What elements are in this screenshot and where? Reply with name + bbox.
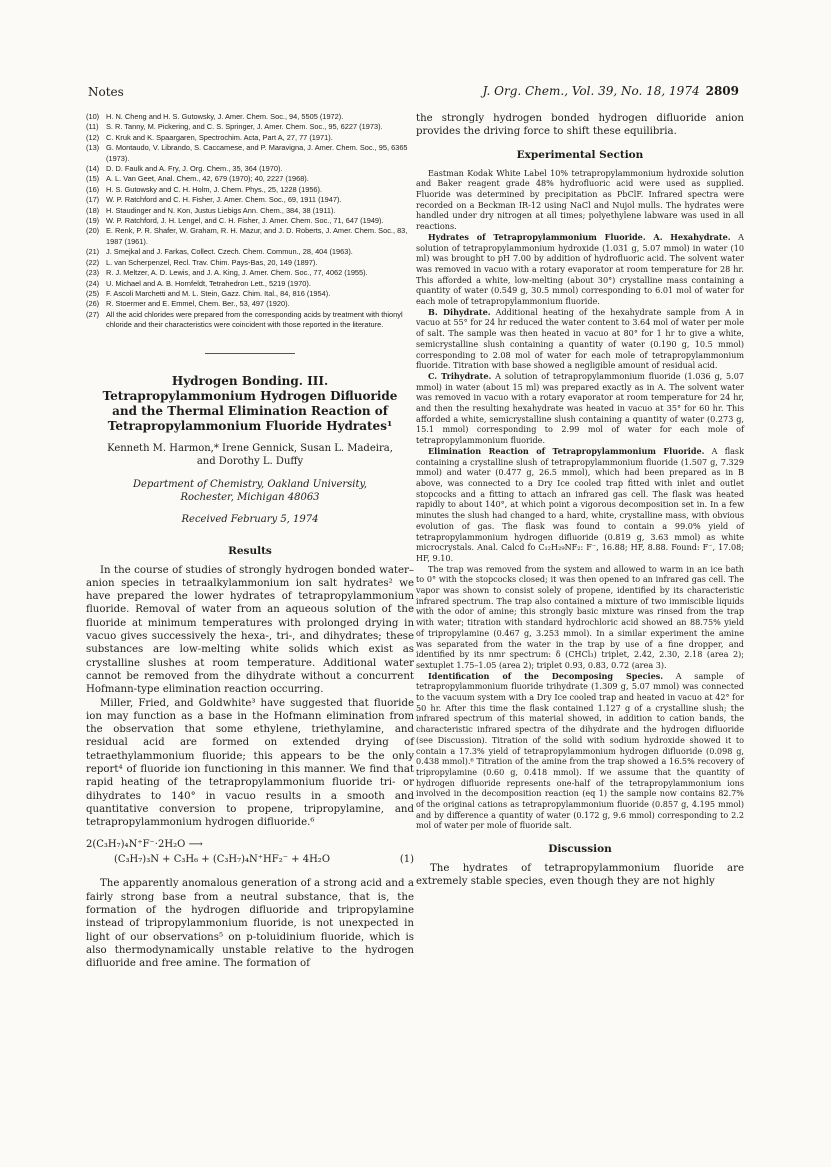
run-in-heading: Identification of the Decomposing Species.: [428, 670, 664, 681]
reference-text: G. Montaudo, V. Librando, S. Caccamese, and P. Maravigna, J. Amer. Chem. Soc., 95, 6365 (1973).: [106, 143, 408, 163]
run-in-heading: Hydrates of Tetrapropylammonium Fluoride. A. Hexahydrate.: [428, 231, 731, 242]
reference-item: [86, 289, 414, 299]
reference-item: [86, 268, 414, 278]
paragraph: [416, 446, 744, 564]
reference-text: R. Stoermer and E. Emmel, Chem. Ber., 53, 497 (1920).: [106, 299, 290, 309]
reference-item: [86, 247, 414, 257]
paragraph: [416, 307, 744, 371]
reference-text: H. S. Gutowsky and C. H. Holm, J. Chem. Phys., 25, 1228 (1956).: [106, 184, 323, 194]
reference-text: H. N. Cheng and H. S. Gutowsky, J. Amer. Chem. Soc., 94, 5505 (1972).: [106, 112, 344, 121]
reference-item: [86, 112, 414, 122]
journal-citation: J. Org. Chem., Vol. 39, No. 18, 1974: [482, 84, 700, 98]
paragraph-text: Additional heating of the hexahydrate sample from A in vacuo at 55° for 24 hr reduced the water content to 3.64 mol of water per mole of salt. The sample was then heated in vacuo at 80° for 1 hr to give a white, semicrystalline slush containing a quantity of water (0.190 g, 10.5 mmol) corresponding to 2.08 mol of water for each mole of tetrapropylammonium fluoride. Titration with base showed a negligible amount of residual acid.: [416, 306, 744, 371]
reference-item: [86, 206, 414, 216]
paragraph: The apparently anomalous generation of a strong acid and a fairly strong base from a neutral substance, that is, the formation of the hydrogen difluoride and tripropylamine instead of tripropylammonium fluoride, is not unexpected in light of our observations⁵ on p-toluidinium fluoride, which is also thermodynamically unstable relative to the hydrogen difluoride and free amine. The formation of: [86, 878, 414, 970]
reference-item: [86, 258, 414, 268]
results-heading: Results: [228, 544, 272, 557]
page-number: 2809: [705, 84, 739, 98]
reference-text: S. R. Tanny, M. Pickering, and C. S. Springer, J. Amer. Chem. Soc., 95, 6227 (1973).: [106, 122, 383, 132]
reference-text: E. Renk, P. R. Shafer, W. Graham, R. H. Mazur, and J. D. Roberts, J. Amer. Chem. Soc., 83, 1987 (1961).: [106, 226, 408, 246]
reference-text: R. J. Meltzer, A. D. Lewis, and J. A. King, J. Amer. Chem. Soc., 77, 4062 (1955).: [106, 268, 368, 278]
reference-number: (15): [86, 174, 100, 184]
reference-text: C. Kruk and K. Spaargaren, Spectrochim. Acta, Part A, 27, 77 (1971).: [106, 132, 333, 142]
equation-number: (1): [399, 854, 414, 866]
paragraph-text: A sample of tetrapropylammonium fluoride trihydrate (1.309 g, 5.07 mmol) was connected to the vacuum system with a Dry Ice cooled trap and heated in vacuo at 42° for 50 hr. After this time the flask contained 1.127 g of a crystalline slush; the infrared spectrum of this material showed, in addition to cation bands, the characteristic infrared spectra of the dihydrate and the hydrogen difluoride (see Discussion). Titration of the solid with sodium hydroxide showed it to contain a 17.3% yield of tetrapropylammonium hydrogen difluoride (0.098 g, 0.438 mmol).⁶ Titration of the amine from the trap showed a 16.5% recovery of tripropylamine (0.60 g, 0.418 mmol). If we assume that the quantity of hydrogen difluoride represents one-half of the tetrapropylammonium ions involved in the decomposition reaction (eq 1) the sample now contains 82.7% of the original cations as tetrapropylammonium fluoride (0.857 g, 4.195 mmol) and by difference a quantity of water (0.172 g, 9.6 mmol) corresponding to 2.2 mol of water per mole of fluoride salt.: [416, 670, 745, 831]
run-in-heading: C. Trihydrate.: [428, 370, 492, 381]
paragraph: [416, 371, 744, 446]
reference-number: (10): [86, 112, 100, 121]
reference-item: [86, 299, 414, 309]
reference-text: J. Smejkal and J. Farkas, Collect. Czech. Chem. Commun., 28, 404 (1963).: [106, 247, 353, 257]
equation-line: [86, 852, 414, 867]
reference-item: [86, 279, 414, 289]
equation-line: 2(C₃H₇)₄N⁺F⁻·2H₂O ⟶: [86, 839, 203, 851]
article-divider: [205, 353, 295, 354]
article-title: Hydrogen Bonding. III. Tetrapropylammonium Hydrogen Difluoride and the Thermal Elimination Reaction of Tetrapropylammonium Fluoride Hydrates¹: [102, 373, 398, 433]
results-body-end: the strongly hydrogen bonded hydrogen difluoride anion provides the driving force to shift these equilibria.: [416, 113, 744, 138]
reference-item: [86, 185, 414, 195]
reference-text: W. P. Ratchford, J. H. Lengel, and C. H. Fisher, J. Amer. Chem. Soc., 71, 647 (1949).: [106, 216, 384, 226]
reference-number: (16): [86, 184, 100, 194]
paragraph: The trap was removed from the system and allowed to warm in an ice bath to 0° with the stopcocks closed; it was then opened to an infrared gas cell. The vapor was shown to consist solely of propene, identified by its characteristic infrared spectrum. The trap also contained a mixture of two immiscible liquids with the odor of amine; this strongly basic mixture was rinsed from the trap with water; titration with standard hydrochloric acid showed an 88.75% yield of tripropylamine (0.467 g, 3.253 mmol). In a similar experiment the amine was separated from the water in the trap by use of a fine dropper, and identified by its nmr spectrum: δ (CHCl₃) triplet, 2.42, 2.30, 2.18 (area 2); sextuplet 1.75–1.05 (area 2); triplet 0.93, 0.83, 0.72 (area 3).: [416, 563, 744, 670]
paragraph: The hydrates of tetrapropylammonium fluoride are extremely stable species, even though they are not highly: [416, 863, 744, 888]
running-head-journal: [483, 84, 739, 98]
affiliation: [86, 478, 414, 504]
reference-text: L. van Scherpenzel, Recl. Trav. Chim. Pays-Bas, 20, 149 (1897).: [106, 257, 318, 267]
author-list: Kenneth M. Harmon,* Irene Gennick, Susan L. Madeira, and Dorothy L. Duffy: [107, 442, 393, 467]
discussion-body: [416, 862, 744, 889]
paragraph: Eastman Kodak White Label 10% tetrapropylammonium hydroxide solution and Baker reagent grade 48% hydrofluoric acid were used as supplied. Fluoride was determined by precipitation as PbClF. Infrared spectra were recorded on a Beckman IR-12 using NaCl and Nujol mulls. The hydrates were handled under dry nitrogen at all times; polyethylene labware was used in all reactions.: [416, 167, 744, 232]
reference-number: (14): [86, 164, 100, 174]
reference-number: (20): [86, 226, 100, 236]
running-head-section: Notes: [88, 85, 124, 99]
reference-item: [86, 143, 414, 164]
paragraph: In the course of studies of strongly hydrogen bonded water–anion species in tetraalkylammonium ion salt hydrates² we have prepared the lower hydrates of tetrapropylammonium fluoride. Removal of water from an aqueous solution of the fluoride at minimum temperatures with prolonged drying in vacuo gives successively the hexa-, tri-, and dihydrates; these substances are low-melting white solids which exist as crystalline slushes at room temperature. Additional water cannot be removed from the dihydrate without a concurrent Hofmann-type elimination reaction occurring.: [86, 564, 414, 696]
reference-item: [86, 164, 414, 174]
reference-text: D. D. Faulk and A. Fry, J. Org. Chem., 35, 364 (1970).: [106, 164, 283, 174]
paragraph-text: A solution of tetrapropylammonium hydroxide (1.031 g, 5.07 mmol) in water (10 ml) was brought to pH 7.00 by addition of hydrofluoric acid. The solvent water was removed in vacuo with a rotary evaporator at room temperature for 28 hr. This afforded a white, low-melting (about 30°) crystalline mass containing a quantity of water (0.549 g, 30.5 mmol) corresponding to 6.01 mol of water for each mole of tetrapropylammonium fluoride.: [416, 231, 744, 307]
paragraph: Miller, Fried, and Goldwhite³ have suggested that fluoride ion may function as a base in the Hofmann elimination from the observation that some ethylene, triethylamine, and residual acid are formed on extended drying of tetraethylammonium fluoride; this appears to be the only report⁴ of fluoride ion functioning in this manner. We find that rapid heating of the tetrapropylammonium fluoride tri- or dihydrates to 140° in vacuo results in a smooth and quantitative conversion to propene, tripropylamine, and tetrapropylammonium hydrogen difluoride.⁶: [86, 697, 414, 829]
reference-number: (12): [86, 132, 100, 142]
paragraph: [416, 671, 744, 832]
received-date: Received February 5, 1974: [181, 513, 319, 525]
left-column: [86, 112, 414, 971]
reference-number: (26): [86, 299, 100, 309]
reference-item: [86, 216, 414, 226]
reference-number: (13): [86, 143, 100, 153]
reference-text: F. Ascoli Marchetti and M. L. Stein, Gazz. Chim. Ital., 84, 816 (1954).: [106, 288, 331, 298]
discussion-heading: Discussion: [548, 843, 612, 856]
reference-item: [86, 195, 414, 205]
reference-list: [86, 112, 414, 331]
results-body-continued: [86, 877, 414, 970]
reference-number: (11): [86, 122, 99, 132]
reference-number: (17): [86, 195, 100, 205]
paragraph: [416, 232, 744, 307]
affiliation-line: Rochester, Michigan 48063: [180, 491, 320, 503]
reference-number: (23): [86, 268, 100, 278]
reference-number: (25): [86, 288, 100, 298]
experimental-heading: Experimental Section: [516, 148, 644, 161]
reference-text: U. Michael and A. B. Hornfeldt, Tetrahedron Lett., 5219 (1970).: [106, 278, 311, 288]
reference-number: (27): [86, 309, 100, 319]
reference-number: (21): [86, 247, 100, 257]
paragraph-text: A solution of tetrapropylammonium fluoride (1.036 g, 5.07 mmol) in water (about 15 ml) was prepared exactly as in A. The solvent water was removed in vacuo with a rotary evaporator at room temperature for 24 hr, and then the resulting hexahydrate was heated in vacuo at 35° for 60 hr. This afforded a white, semicrystalline slush containing a quantity of water (0.273 g, 15.1 mmol) corresponding to 2.99 mol of water for each mole of tetrapropylammonium fluoride.: [416, 370, 745, 446]
reference-number: (19): [86, 216, 100, 226]
results-body: [86, 564, 414, 830]
equation-1: [86, 837, 414, 867]
reference-text: H. Staudinger and N. Kon, Justus Liebigs Ann. Chem., 384, 38 (1911).: [106, 205, 336, 215]
reference-item: [86, 310, 414, 331]
run-in-heading: B. Dihydrate.: [428, 306, 491, 317]
reference-item: [86, 122, 414, 132]
affiliation-line: Department of Chemistry, Oakland University,: [133, 478, 367, 490]
paragraph-text: A flask containing a crystalline slush of tetrapropylammonium fluoride (1.507 g, 7.329 mmol) and water (0.477 g, 26.5 mmol), which had been prepared as in B above, was connected to a Dry Ice cooled trap fitted with inlet and outlet stopcocks and a fitting to attach an infrared gas cell. The flask was heated rapidly to about 140°, at which point a vigorous decomposition set in. In a few minutes the slush had changed to a hard, white, crystalline mass, with obvious evolution of gas. The flask was found to contain a 99.0% yield of tetrapropylammonium hydrogen difluoride (0.819 g, 3.63 mmol) as white microcrystals. Anal. Calcd fo C₁₂H₂₉NF₂: F⁻, 16.88; HF, 8.88. Found: F⁻, 17.08; HF, 9.10.: [416, 445, 744, 563]
reference-number: (22): [86, 257, 100, 267]
run-in-heading: Elimination Reaction of Tetrapropylammonium Fluoride.: [428, 445, 705, 456]
right-column: [416, 112, 744, 889]
reference-text: W. P. Ratchford and C. H. Fisher, J. Amer. Chem. Soc., 69, 1911 (1947).: [106, 195, 342, 205]
reference-text: A. L. Van Geet, Anal. Chem., 42, 679 (1970); 40, 2227 (1968).: [106, 174, 309, 184]
reference-item: [86, 226, 414, 247]
reference-text: All the acid chlorides were prepared from the corresponding acids by treatment with thionyl chloride and their characteristics were coincident with those reported in the literature.: [106, 309, 403, 330]
reference-item: [86, 133, 414, 143]
equation-products: (C₃H₇)₃N + C₃H₆ + (C₃H₇)₄N⁺HF₂⁻ + 4H₂O: [114, 854, 331, 866]
reference-number: (24): [86, 278, 100, 288]
reference-number: (18): [86, 205, 100, 215]
experimental-body: [416, 168, 744, 832]
reference-item: [86, 174, 414, 184]
